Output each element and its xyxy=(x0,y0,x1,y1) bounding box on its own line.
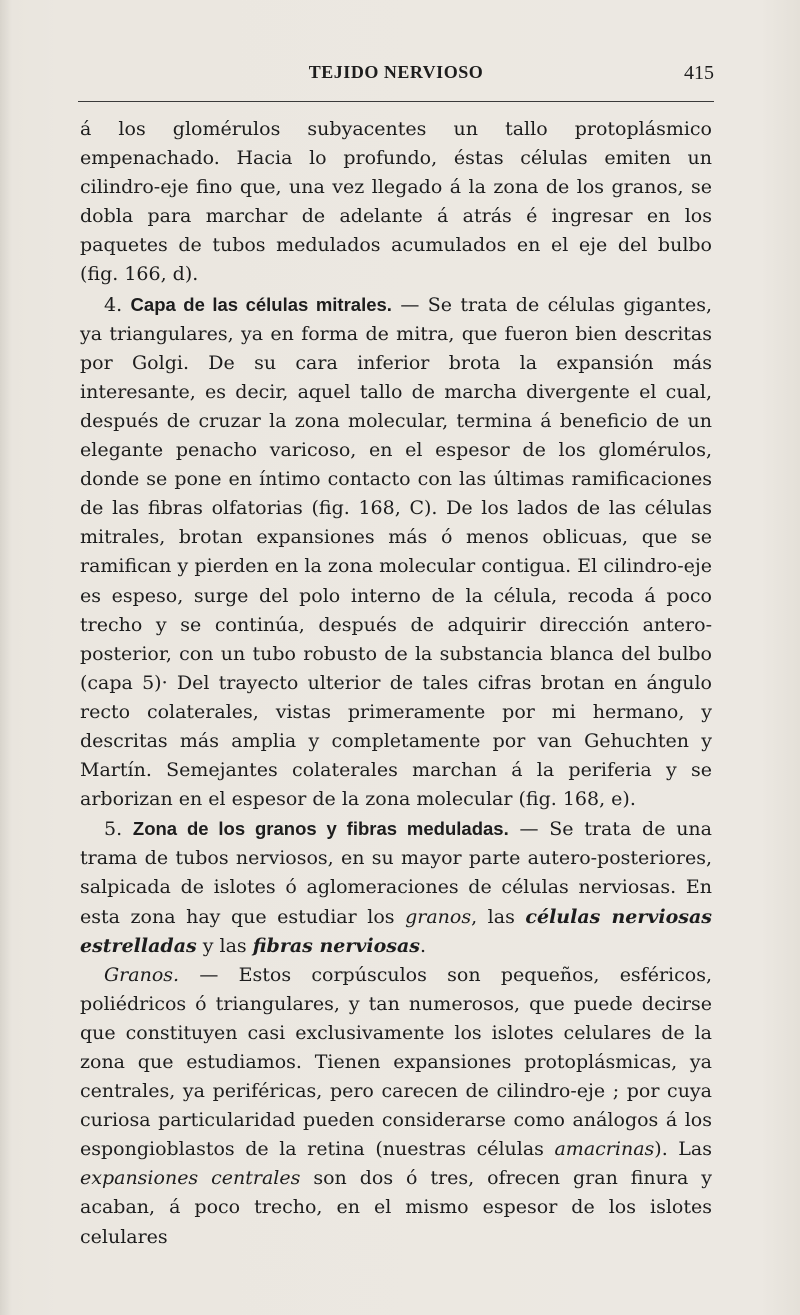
section-heading: Zona de los granos y fibras meduladas. xyxy=(132,818,509,840)
paragraph-text: y las xyxy=(196,934,253,957)
page-number: 415 xyxy=(684,62,714,84)
emphasis-text: fibras nerviosas xyxy=(252,934,420,957)
paragraph-text: son dos ó tres, ofrecen gran finura y acaban, á poco trecho, en el mismo espesor de los islotes celulares xyxy=(80,1167,713,1248)
paragraph-lead: Granos. xyxy=(104,963,180,986)
paragraph-text: . xyxy=(420,934,427,957)
paragraph-text: , las xyxy=(471,905,526,928)
page-header xyxy=(78,62,714,102)
running-title: TEJIDO NERVIOSO xyxy=(308,62,484,82)
paragraph-granule-zone xyxy=(80,814,712,960)
body-text xyxy=(80,115,712,1252)
section-number: 5. xyxy=(104,818,123,841)
paragraph-granules xyxy=(80,961,712,1252)
paragraph-mitral-cells xyxy=(80,290,712,815)
paragraph-text: á los glomérulos subyacentes un tallo protoplásmico empenachado. Hacia lo profundo, éstas células emiten un cilindro-eje fino que, una vez llegado á la zona de los granos, se dobla para marchar de adelante á atrás é ingresar en los paquetes de tubos medulados acumulados en el eje del bulbo (fig. 166, d). xyxy=(80,118,712,286)
section-number: 4. xyxy=(104,293,123,316)
emphasis-text: granos xyxy=(405,905,472,928)
emphasis-text: expansiones centrales xyxy=(80,1167,301,1190)
emphasis-text: células nerviosas estrelladas xyxy=(80,905,713,957)
header-rule xyxy=(78,101,714,102)
paragraph-text: — Estos corpúsculos son pequeños, esféricos, poliédricos ó triangulares, y tan numerosos, que puede decirse que constituyen casi exclusivamente los islotes celulares de la zona que estudiamos. Tienen expansiones protoplásmicas, ya centrales, ya periféricas, pero carecen de cilindro-eje ; por cuya curiosa particularidad pueden considerarse como análogos á los espongioblastos de la retina (nuestras células xyxy=(80,963,712,1161)
paragraph-text: — Se trata de una trama de tubos nerviosos, en su mayor parte autero-posteriores, salpicada de islotes ó aglomeraciones de células nerviosas. En esta zona hay que estudiar los xyxy=(80,818,712,928)
section-heading: Capa de las células mitrales. xyxy=(130,293,392,315)
paragraph-text: — Se trata de células gigantes, ya triangulares, ya en forma de mitra, que fueron bien descritas por Golgi. De su cara inferior brota la expansión más interesante, es decir, aquel tallo de marcha divergente el cual, después de cruzar la zona molecular, termina á beneficio de un elegante penacho varicoso, en el espesor de los glomérulos, donde se pone en íntimo contacto con las últimas ramificaciones de las fibras olfatorias (fig. 168, C). De los lados de las células mitrales, brotan expansiones más ó menos oblicuas, que se ramifican y pierden en la zona molecular contigua. El cilindro-eje es espeso, surge del polo interno de la célula, recoda á poco trecho y se continúa, después de adquirir dirección antero-posterior, con un tubo robusto de la substancia blanca del bulbo (capa 5)· Del trayecto ulterior de tales cifras brotan en ángulo recto colaterales, vistas primeramente por mi hermano, y descritas más amplia y completamente por van Gehuchten y Martín. Semejantes colaterales marchan á la periferia y se arborizan en el espesor de la zona molecular (fig. 168, e). xyxy=(80,293,713,811)
paragraph-text: ). Las xyxy=(654,1138,712,1161)
paragraph-continuation xyxy=(80,115,712,290)
emphasis-text: amacrinas xyxy=(554,1138,655,1161)
